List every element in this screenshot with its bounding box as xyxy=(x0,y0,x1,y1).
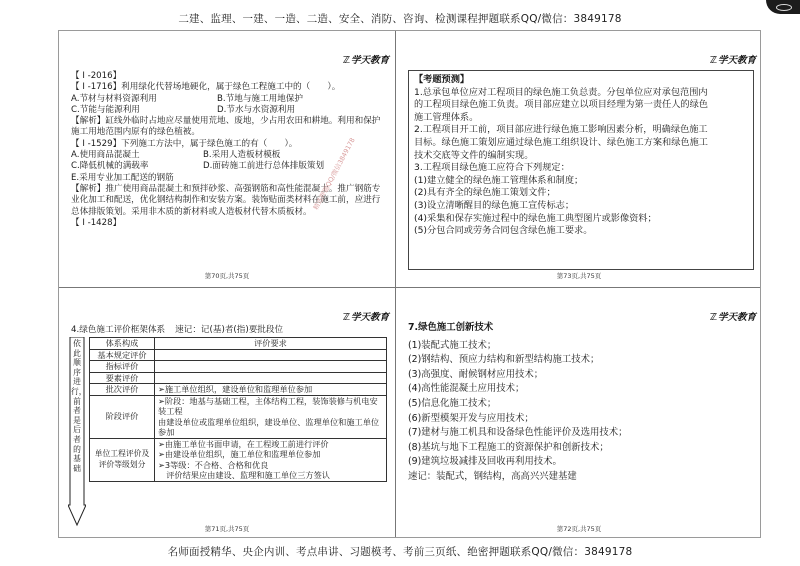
analysis-text: 施工用地范围内原有的绿色植被。 xyxy=(71,127,200,138)
brand-logo: ℤ学天教育 xyxy=(342,55,389,66)
slide-panel-1 xyxy=(59,31,395,287)
watermark-stamp: 精选押题QQ/微信3849178 xyxy=(311,136,357,212)
slide-panel-2 xyxy=(396,31,762,287)
option-d: D.面砖施工前进行总体排版策划 xyxy=(203,161,325,172)
table-cell-value: ➢施工单位组织，建设单位和监理单位参加 xyxy=(155,384,387,396)
brand-logo: ℤ学天教育 xyxy=(709,55,756,66)
analysis-text: 总体排版策划。采用非木质的新材料或人造板材代替木质板材。 xyxy=(71,206,312,217)
brand-logo: ℤ学天教育 xyxy=(342,312,389,323)
list-item: (3)高强度、耐候钢材应用技术； xyxy=(408,368,544,380)
table-cell-value xyxy=(155,372,387,384)
table-row xyxy=(90,438,387,481)
table-row xyxy=(90,384,387,396)
option-c: C.节能与能源利用 xyxy=(71,104,140,115)
list-item: (4)高性能混凝土应用技术； xyxy=(408,383,525,395)
list-item: (7)建材与施工机具和设备绿色性能评价及选用技术； xyxy=(408,427,628,439)
bottom-banner: 名师面授精华、央企内训、考点串讲、习题模考、考前三页纸、绝密押题联系QQ/微信：3849178 xyxy=(167,546,633,558)
list-item: (5)信息化施工技术； xyxy=(408,397,497,409)
forecast-line: 施工管理体系。 xyxy=(414,111,479,123)
table-cell-key: 阶段评价 xyxy=(90,395,155,438)
flow-arrow xyxy=(68,337,86,527)
option-row xyxy=(71,105,389,116)
memo-text: 速记：记(基)者(指)要批段位 xyxy=(175,325,284,335)
table-cell-value: ➢由施工单位书面申请，在工程竣工前进行评价 ➢由建设单位组织，施工单位和监理单位参加 ➢3等级：不合格、合格和优良 评价结果应由建设、监理和施工单位三方签认 xyxy=(155,438,387,481)
list-item: (8)基坑与地下工程施工的资源保护和创新技术； xyxy=(408,441,609,453)
question-stem: 【 I -1716】利用绿化代替场地硬化，属于绿色工程施工中的（ ）。 xyxy=(71,82,341,93)
option-b: B.节地与施工用地保护 xyxy=(217,93,303,104)
memo-text: 速记：装配式，钢结构，高高兴兴建基建 xyxy=(408,470,577,482)
forecast-line: 技术交底等文件的编制实现。 xyxy=(414,149,534,161)
flow-label: 依此顺序进行，前者是后者的基础 xyxy=(71,339,87,473)
option-c: C.降低机械的满载率 xyxy=(71,161,149,172)
brand-mark-icon: ℤ xyxy=(709,55,717,66)
table-cell-key: 基本规定评价 xyxy=(90,349,155,361)
table-cell-key: 批次评价 xyxy=(90,384,155,396)
table-cell-value xyxy=(155,349,387,361)
forecast-line: (4)采集和保存实施过程中的绿色施工典型图片或影像资料； xyxy=(414,212,657,224)
question-stem: 【 I -1529】下列施工方法中，属于绿色施工的有（ ）。 xyxy=(71,138,298,149)
table-row xyxy=(90,395,387,438)
list-item: (6)新型模架开发与应用技术； xyxy=(408,412,534,424)
table-row xyxy=(90,361,387,373)
forecast-line: (3)设立清晰醒目的绿色施工宣传标志； xyxy=(414,199,575,211)
page-number: 第72页,共75页 xyxy=(556,525,602,533)
table-cell-key: 单位工程评价及评价等级划分 xyxy=(90,438,155,481)
forecast-line: 2.工程项目开工前，项目部应进行绿色施工影响因素分析，明确绿色施工 xyxy=(414,124,708,136)
forecast-line: 3.工程项目绿色施工应符合下列规定： xyxy=(414,162,570,174)
list-item: (1)装配式施工技术； xyxy=(408,339,497,351)
analysis-text: 【解析】推广使用商品混凝土和预拌砂浆、高强钢筋和高性能混凝土。推广钢筋专 xyxy=(71,183,381,194)
slide-panel-3 xyxy=(59,288,395,539)
section-heading xyxy=(71,323,283,335)
option-b: B.采用人造板材模板 xyxy=(203,150,281,161)
forecast-box xyxy=(408,70,754,270)
section-title: 4.绿色施工评价框架体系 xyxy=(71,325,166,335)
list-item: (9)建筑垃圾减排及回收再利用技术。 xyxy=(408,456,562,468)
evaluation-table xyxy=(89,337,387,482)
option-a: A.节材与材料资源利用 xyxy=(71,93,157,104)
page-number: 第71页,共75页 xyxy=(204,525,250,533)
innovation-title: 7.绿色施工创新技术 xyxy=(408,322,494,333)
table-cell-key: 要素评价 xyxy=(90,372,155,384)
innovation-list xyxy=(408,321,628,485)
option-d: D.节水与水资源利用 xyxy=(217,104,296,115)
table-header-row xyxy=(90,338,387,350)
forecast-line: 的工程项目绿色施工负责。项目部应建立以项目经理为第一责任人的绿色 xyxy=(414,99,708,111)
table-row xyxy=(90,372,387,384)
brand-logo: ℤ学天教育 xyxy=(709,312,756,323)
table-row xyxy=(90,349,387,361)
column-header: 体系构成 xyxy=(90,338,155,350)
option-e: E.采用专业加工配送的钢筋 xyxy=(71,172,174,183)
column-header: 评价要求 xyxy=(155,338,387,350)
forecast-title: 【考题预测】 xyxy=(414,74,470,85)
handout-sheet xyxy=(58,30,761,538)
forecast-line: (2)具有齐全的绿色施工策划文件； xyxy=(414,187,556,199)
option-row xyxy=(71,94,389,105)
page-number: 第70页,共75页 xyxy=(204,272,250,280)
analysis-text: 业化加工和配送，优化钢结构制作和安装方案。装饰贴面类材料在施工前，应进行 xyxy=(71,195,381,206)
forecast-line: (1)建立健全的绿色施工管理体系和制度； xyxy=(414,174,584,186)
table-cell-value: ➢阶段：地基与基础工程，主体结构工程，装饰装修与机电安装工程 由建设单位或监理单位组织，建设单位、监理单位和施工单位参加 xyxy=(155,395,387,438)
page-number: 第73页,共75页 xyxy=(556,272,602,280)
forecast-line: 目标。绿色施工策划应通过绿色施工组织设计、绿色施工方案和绿色施工 xyxy=(414,136,708,148)
brand-mark-icon: ℤ xyxy=(342,312,350,323)
top-banner: 二建、监理、一建、一造、二造、安全、消防、咨询、检测课程押题联系QQ/微信：3849178 xyxy=(178,13,622,25)
analysis-text: 【解析】缸线外临时占地应尽量使用荒地、废地，少占用农田和耕地。利用和保护 xyxy=(71,116,381,127)
question-ref: 【 I -2016】 xyxy=(71,71,122,81)
question-ref: 【 I -1428】 xyxy=(71,217,122,228)
slide-panel-4 xyxy=(396,288,762,539)
option-a: A.使用商品混凝土 xyxy=(71,150,140,161)
brand-mark-icon: ℤ xyxy=(709,312,717,323)
brand-mark-icon: ℤ xyxy=(342,55,350,66)
forecast-line: (5)分包合同或劳务合同包含绿色施工要求。 xyxy=(414,225,593,237)
forecast-line: 1.总承包单位应对工程项目的绿色施工负总责。分包单位应对承包范围内 xyxy=(414,86,708,98)
table-cell-key: 指标评价 xyxy=(90,361,155,373)
list-item: (2)钢结构、预应力结构和新型结构施工技术； xyxy=(408,354,600,366)
table-cell-value xyxy=(155,361,387,373)
